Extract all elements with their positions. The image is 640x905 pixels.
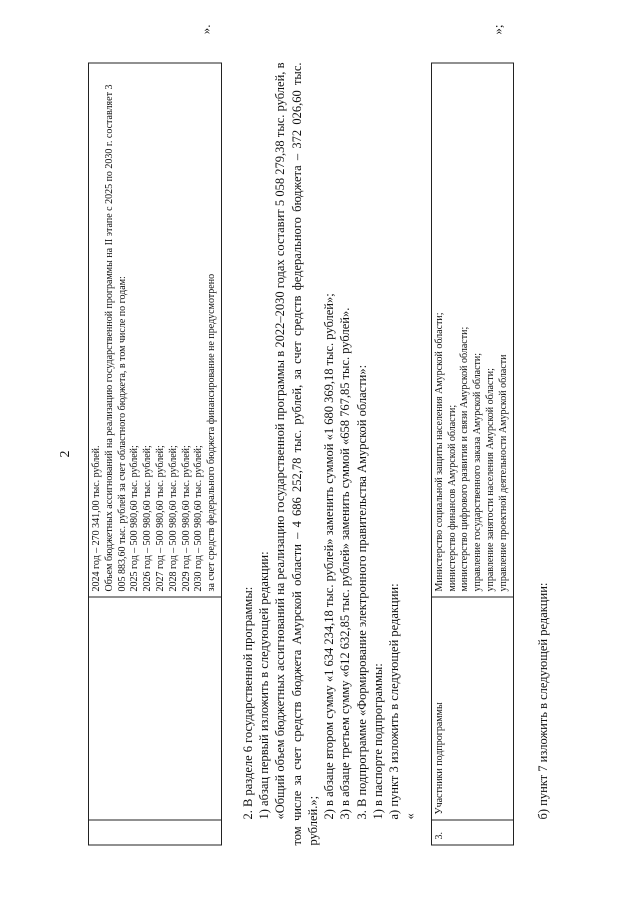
participants-table-wrap	[431, 24, 514, 845]
participant-item: министерство цифрового развития и связи Амурской области;	[459, 326, 471, 591]
funding-line: 2027 год – 500 980,60 тыс. рублей;	[154, 444, 166, 591]
participant-item: управление проектной деятельности Амурской области	[497, 353, 509, 591]
funding-line: 2025 год – 500 980,60 тыс. рублей;	[129, 444, 141, 591]
participants-num-cell: 3.	[431, 820, 513, 845]
page-number: 2	[58, 450, 73, 457]
funding-line: 2029 год – 500 980,60 тыс. рублей;	[180, 444, 192, 591]
paragraph: 1) абзац первый изложить в следующей редакции:	[257, 550, 272, 819]
funding-line: 2028 год – 500 980,60 тыс. рублей;	[167, 444, 179, 591]
participants-label-cell: Участники подпрограммы	[431, 597, 513, 820]
funding-table	[88, 62, 222, 845]
paragraph: 1) в паспорте подпрограммы:	[370, 662, 385, 819]
paragraph: 2. В разделе 6 государственной программы:	[240, 586, 255, 819]
paragraph: «Общий объем бюджетных ассигнований на реализацию государственной программы в 2022–2030 годах составит 5 058 279,38 тыс. рублей, в том числе за счет средств бюджета Амурской области – 4 686 252,78 тыс. рублей, за счет средств федерального бюджета – 372 026,60 тыс. рублей.»;	[273, 62, 320, 845]
participant-item: управление государственного заказа Амурской области;	[472, 352, 484, 591]
participants-table	[431, 62, 514, 845]
participant-item: управление занятости населения Амурской области;	[484, 367, 496, 591]
participants-closing-quote: »;	[489, 24, 505, 35]
funding-table-label-cell	[89, 597, 222, 820]
funding-line: 2030 год – 500 980,60 тыс. рублей;	[193, 444, 205, 591]
funding-table-content-cell	[89, 63, 222, 597]
funding-line: за счет средств федерального бюджета финансирование не предусмотрено	[206, 273, 218, 591]
funding-line: Объем бюджетных ассигнований на реализацию государственной программы на II этапе с 2025 по 2030 г. составляет 3 005 883,60 тыс. рублей за счет областного бюджета, в том числе по годам:	[103, 84, 128, 591]
funding-line: 2024 год – 270 341,00 тыс. рублей.	[91, 444, 102, 591]
footer-instruction: б) пункт 7 изложить в следующей редакции:	[535, 582, 550, 819]
funding-table-closing-quote: ».	[197, 24, 213, 34]
paragraph: 2) в абзаце втором сумму «1 634 234,18 тыс. рублей» заменить суммой «1 680 369,18 тыс. рублей»;	[322, 292, 337, 819]
opening-quote: «	[403, 812, 418, 819]
funding-table-wrap	[88, 24, 222, 845]
paragraph: 3) в абзаце третьем сумму «612 632,85 тыс. рублей» заменить суммой «658 767,85 тыс. рублей».	[338, 307, 353, 819]
paragraph: 3. В подпрограмме «Формирование электронного правительства Амурской области»:	[354, 364, 369, 819]
participants-list-cell	[431, 63, 513, 597]
amendment-text	[240, 62, 419, 845]
paragraph: а) пункт 3 изложить в следующей редакции:	[387, 582, 402, 819]
participant-item: министерство финансов Амурской области;	[446, 404, 458, 591]
participant-item: Министерство социальной защиты населения Амурской области;	[433, 311, 445, 591]
funding-line: 2026 год – 500 980,60 тыс. рублей;	[142, 444, 154, 591]
funding-table-num-cell	[89, 820, 222, 845]
